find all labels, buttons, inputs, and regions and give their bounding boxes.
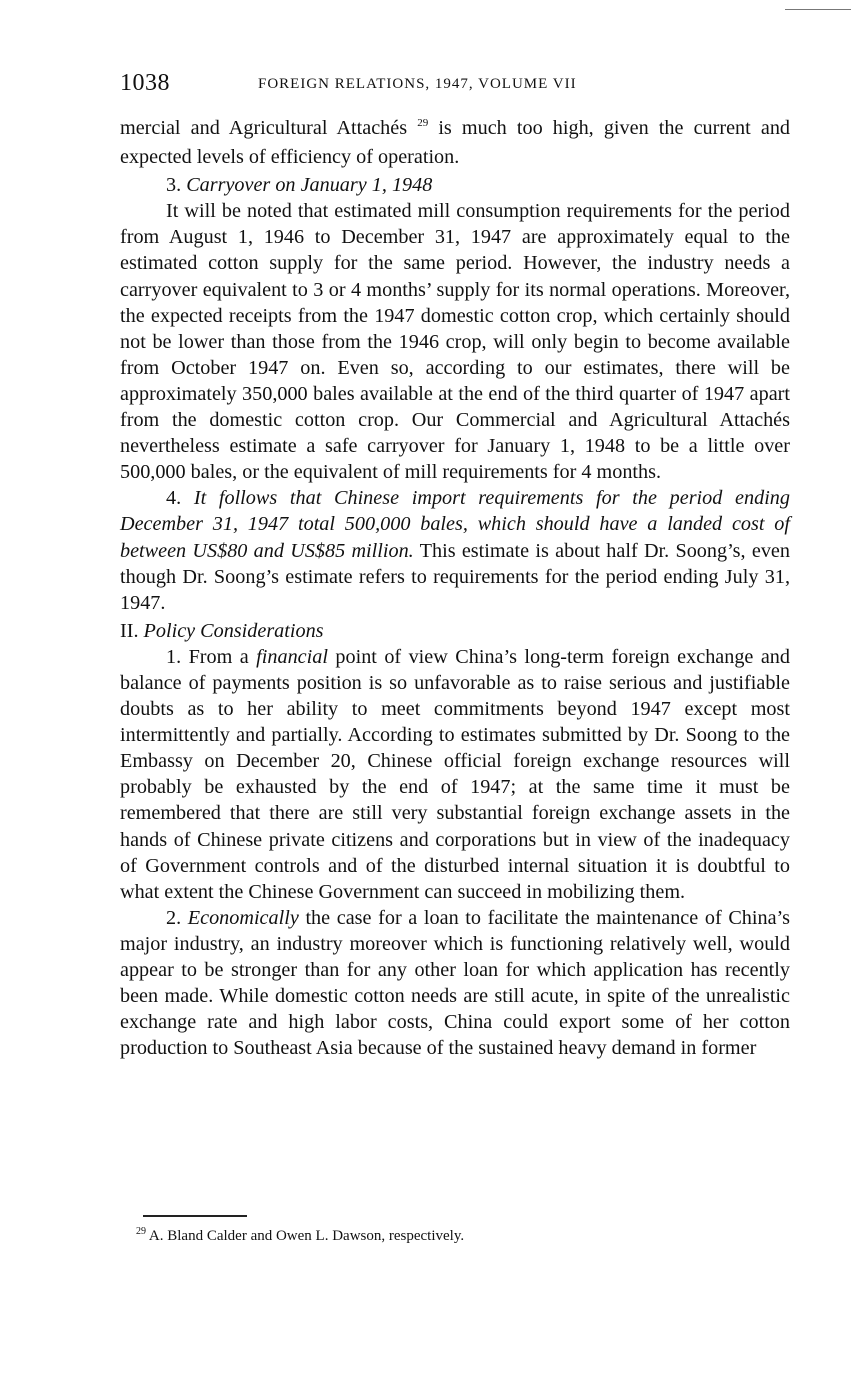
paragraph-continuation: [120, 115, 790, 170]
continuation-text-end: is much too high, given the current and expected levels of efficiency of operation.: [120, 117, 791, 169]
page-header: [120, 70, 790, 104]
paragraph-carryover: It will be noted that estimated mill consumption requirements for the period from August 1, 1946 to December 31, 1947 are approximately equal to the estimated cotton supply for the same period. However, the industry needs a carryover equivalent to 3 or 4 months’ supply for its normal operations. Moreover, the expected receipts from the 1947 domestic cotton crop, which certainly should not be lower than those from the 1946 crop, will only begin to become available from October 1947 on. Even so, according to our estimates, there will be approximately 350,000 bales available at the end of the third quarter of 1947 apart from the domestic cotton crop. Our Commercial and Agricultural Attachés nevertheless estimate a safe carryover for January 1, 1948 to be a little over 500,000 bales, or the equivalent of mill requirements for 4 months.: [120, 200, 790, 484]
item-2-italic-word: Economically: [187, 906, 299, 929]
item-1-lead: 1. From a: [166, 645, 257, 668]
footnote-text: A. Bland Calder and Owen L. Dawson, respectively.: [146, 1228, 465, 1244]
footnote-rule: [143, 1215, 247, 1217]
page-number: 1038: [120, 70, 170, 96]
page-edge-rule: [785, 9, 851, 10]
item-1-text: point of view China’s long-term foreign exchange and balance of payments position is so unfavorable as to raise serious and justifiable doubts as to her ability to meet commitments beyond 1947 except most intermittently and partially. According to estimates submitted by Dr. Soong to the Embassy on December 20, Chinese official foreign exchange resources will probably be exhausted by the end of 1947; at the same time it must be remembered that there are still very substantial foreign exchange assets in the hands of Chinese private citizens and corporations but in view of the inadequacy of Government controls and of the disturbed internal situation it is doubtful to what extent the Chinese Government can succeed in mobilizing them.: [120, 645, 790, 903]
section-3-heading: [120, 172, 790, 198]
item-2-lead: 2.: [166, 906, 188, 929]
running-head: FOREIGN RELATIONS, 1947, VOLUME VII: [258, 76, 577, 92]
paragraph-financial: [120, 644, 790, 905]
section-II-number: II.: [120, 619, 144, 642]
section-II-heading: [120, 618, 790, 644]
item-1-italic-word: financial: [256, 645, 328, 668]
section-II-title: Policy Considerations: [143, 619, 324, 642]
footnote-reference: 29: [417, 117, 429, 129]
footnote: [136, 1226, 776, 1248]
section-3-title: Carryover on January 1, 1948: [186, 174, 433, 197]
item-4-italic-text: It follows that Chinese import requirements for the period ending December 31, 1947 total 500,000 bales, which should have a landed cost of between US$80 and US$85 million.: [120, 487, 790, 562]
page-body: [120, 115, 790, 1061]
section-3-number: 3.: [166, 174, 187, 197]
footnote-marker: 29: [136, 1226, 146, 1237]
paragraph-import-requirements: [120, 485, 790, 615]
item-4-text: This estimate is about half Dr. Soong’s, even though Dr. Soong’s estimate refers to requirements for the period ending July 31, 1947.: [120, 539, 790, 614]
item-4-number: 4.: [166, 487, 194, 510]
paragraph-economic: [120, 905, 790, 1062]
continuation-text-start: mercial and Agricultural Attachés: [120, 117, 418, 139]
item-2-text: the case for a loan to facilitate the maintenance of China’s major industry, an industry moreover which is functioning relatively well, would appear to be stronger than for any other loan for which application has recently been made. While domestic cotton needs are still acute, in spite of the unrealistic exchange rate and high labor costs, China could export some of her cotton production to Southeast Asia because of the sustained heavy demand in former: [120, 906, 791, 1060]
